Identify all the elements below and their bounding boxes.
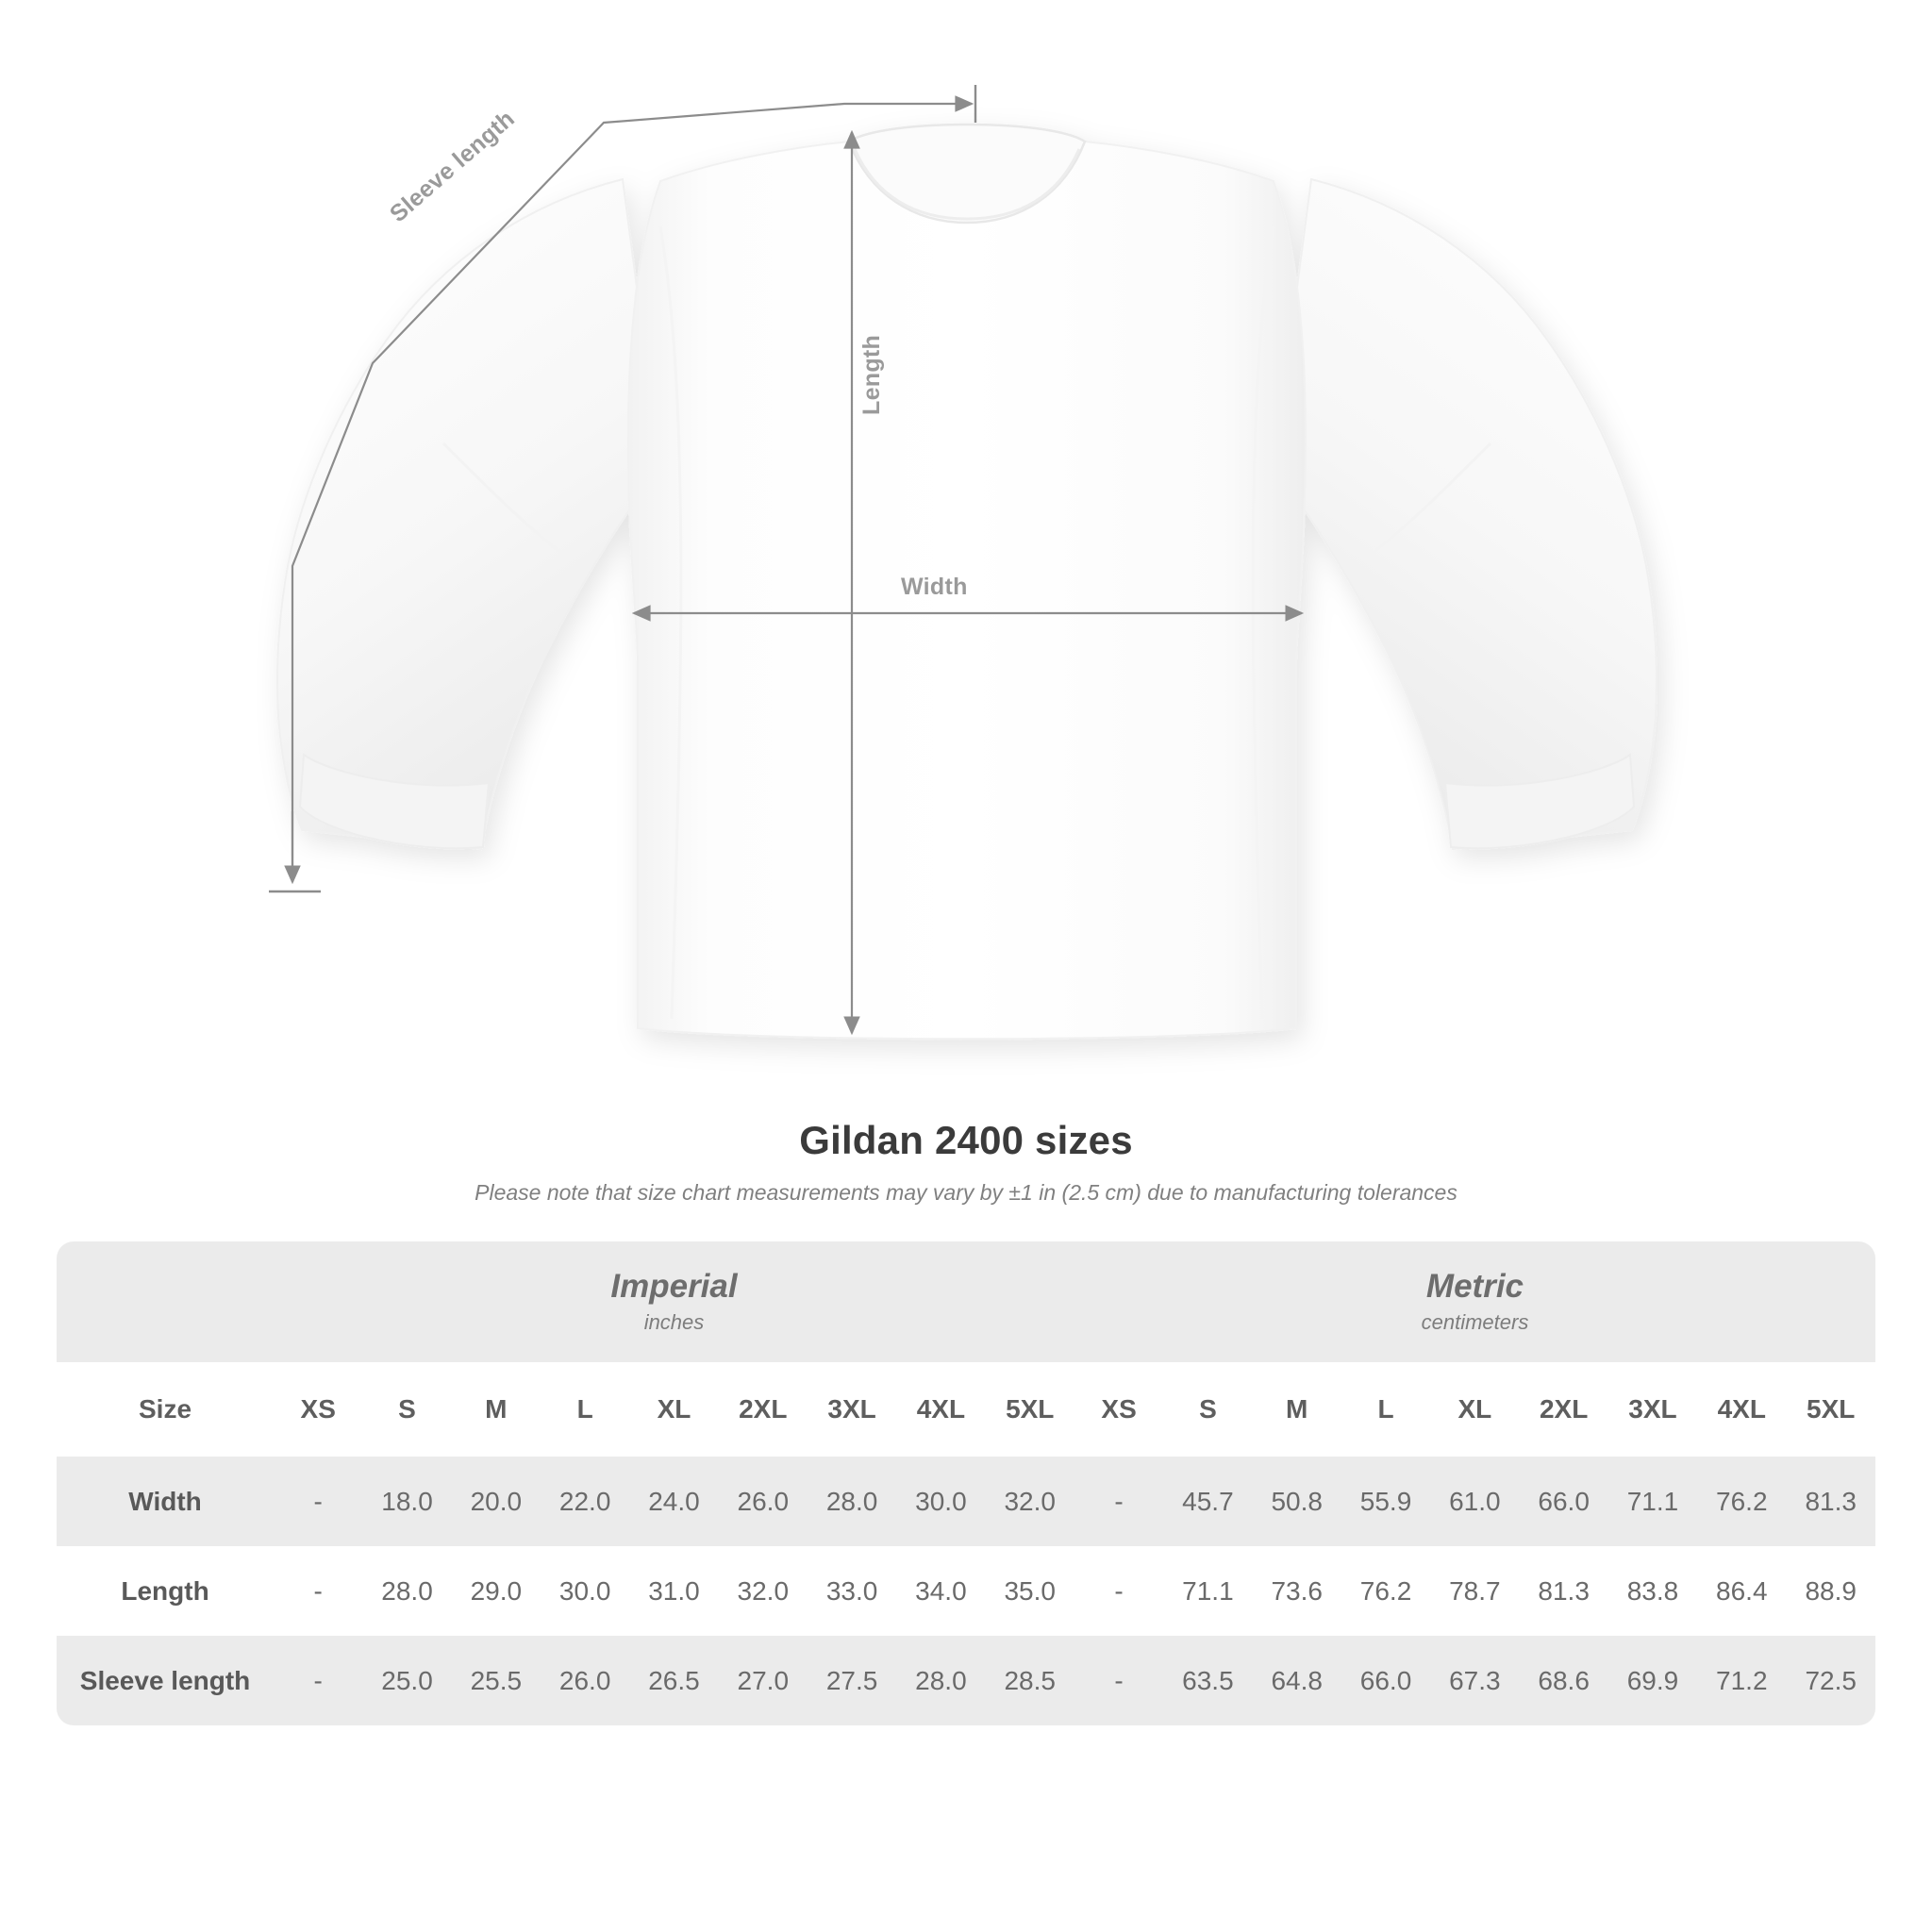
cell-sleeve-metric-3xl: 69.9 (1608, 1636, 1697, 1725)
cell-width-imperial-3xl: 28.0 (808, 1457, 896, 1546)
size-header-metric-4xl: 4XL (1697, 1362, 1786, 1457)
cell-width-imperial-4xl: 30.0 (896, 1457, 985, 1546)
title-block (0, 1118, 1932, 1206)
cell-sleeve-imperial-3xl: 27.5 (808, 1636, 896, 1725)
unit-name-imperial: Imperial (610, 1267, 738, 1305)
size-header-metric-s: S (1163, 1362, 1252, 1457)
cell-sleeve-metric-5xl: 72.5 (1786, 1636, 1875, 1725)
cell-length-metric-4xl: 86.4 (1697, 1546, 1786, 1636)
cell-length-metric-l: 76.2 (1341, 1546, 1430, 1636)
cell-length-imperial-xl: 31.0 (629, 1546, 718, 1636)
cell-length-metric-xl: 78.7 (1430, 1546, 1519, 1636)
cell-length-imperial-4xl: 34.0 (896, 1546, 985, 1636)
size-header-metric-3xl: 3XL (1608, 1362, 1697, 1457)
size-header-imperial-5xl: 5XL (986, 1362, 1074, 1457)
size-chart-table-wrap (57, 1241, 1875, 1725)
sleeve-length-dimension-label: Sleeve length (385, 105, 520, 228)
unit-sub-imperial: inches (643, 1310, 705, 1335)
cell-length-imperial-2xl: 32.0 (719, 1546, 808, 1636)
cell-width-metric-xl: 61.0 (1430, 1457, 1519, 1546)
cell-sleeve-metric-s: 63.5 (1163, 1636, 1252, 1725)
size-header-imperial-xl: XL (629, 1362, 718, 1457)
cell-length-imperial-3xl: 33.0 (808, 1546, 896, 1636)
size-header-metric-xl: XL (1430, 1362, 1519, 1457)
cell-sleeve-metric-2xl: 68.6 (1520, 1636, 1608, 1725)
size-header-imperial-2xl: 2XL (719, 1362, 808, 1457)
cell-length-metric-s: 71.1 (1163, 1546, 1252, 1636)
row-label-width: Width (57, 1457, 274, 1546)
cell-sleeve-imperial-5xl: 28.5 (986, 1636, 1074, 1725)
cell-length-metric-2xl: 81.3 (1520, 1546, 1608, 1636)
unit-sub-metric: centimeters (1421, 1310, 1529, 1335)
cell-length-imperial-s: 28.0 (362, 1546, 451, 1636)
row-label-length: Length (57, 1546, 274, 1636)
cell-length-metric-5xl: 88.9 (1786, 1546, 1875, 1636)
unit-header-row (57, 1241, 1875, 1362)
unit-header-imperial (274, 1241, 1074, 1362)
size-header-imperial-4xl: 4XL (896, 1362, 985, 1457)
unit-header-spacer (57, 1241, 274, 1362)
cell-sleeve-metric-l: 66.0 (1341, 1636, 1430, 1725)
page-title: Gildan 2400 sizes (799, 1118, 1133, 1162)
unit-header-metric (1074, 1241, 1875, 1362)
table-row (57, 1457, 1875, 1546)
tolerance-note: Please note that size chart measurements may vary by ±1 in (2.5 cm) due to manufacturing tolerances (475, 1180, 1457, 1205)
length-dimension-label: Length (858, 334, 885, 415)
cell-sleeve-metric-xs: - (1074, 1636, 1163, 1725)
size-header-imperial-l: L (541, 1362, 629, 1457)
table-row (57, 1636, 1875, 1725)
cell-width-imperial-l: 22.0 (541, 1457, 629, 1546)
cell-length-imperial-m: 29.0 (452, 1546, 541, 1636)
size-header-imperial-s: S (362, 1362, 451, 1457)
cell-width-metric-3xl: 71.1 (1608, 1457, 1697, 1546)
cell-sleeve-imperial-xs: - (274, 1636, 362, 1725)
size-header-metric-m: M (1253, 1362, 1341, 1457)
cell-sleeve-metric-m: 64.8 (1253, 1636, 1341, 1725)
cell-sleeve-imperial-m: 25.5 (452, 1636, 541, 1725)
cell-width-imperial-2xl: 26.0 (719, 1457, 808, 1546)
cell-width-metric-4xl: 76.2 (1697, 1457, 1786, 1546)
cell-width-metric-s: 45.7 (1163, 1457, 1252, 1546)
cell-width-imperial-xl: 24.0 (629, 1457, 718, 1546)
size-chart-table (57, 1241, 1875, 1725)
cell-sleeve-imperial-s: 25.0 (362, 1636, 451, 1725)
cell-length-imperial-5xl: 35.0 (986, 1546, 1074, 1636)
size-header-imperial-m: M (452, 1362, 541, 1457)
size-header-metric-xs: XS (1074, 1362, 1163, 1457)
size-header-imperial-3xl: 3XL (808, 1362, 896, 1457)
cell-width-imperial-xs: - (274, 1457, 362, 1546)
size-header-imperial-xs: XS (274, 1362, 362, 1457)
cell-sleeve-metric-xl: 67.3 (1430, 1636, 1519, 1725)
width-dimension-label: Width (901, 574, 968, 600)
cell-length-metric-m: 73.6 (1253, 1546, 1341, 1636)
cell-sleeve-imperial-xl: 26.5 (629, 1636, 718, 1725)
cell-width-metric-m: 50.8 (1253, 1457, 1341, 1546)
row-label-sleeve-length: Sleeve length (57, 1636, 274, 1725)
cell-length-metric-3xl: 83.8 (1608, 1546, 1697, 1636)
cell-sleeve-imperial-4xl: 28.0 (896, 1636, 985, 1725)
cell-width-metric-xs: - (1074, 1457, 1163, 1546)
size-header-metric-l: L (1341, 1362, 1430, 1457)
cell-length-metric-xs: - (1074, 1546, 1163, 1636)
size-header-row (57, 1362, 1875, 1457)
cell-width-imperial-5xl: 32.0 (986, 1457, 1074, 1546)
size-header-label: Size (57, 1362, 274, 1457)
cell-width-imperial-s: 18.0 (362, 1457, 451, 1546)
cell-sleeve-metric-4xl: 71.2 (1697, 1636, 1786, 1725)
table-row (57, 1546, 1875, 1636)
size-header-metric-5xl: 5XL (1786, 1362, 1875, 1457)
cell-length-imperial-xs: - (274, 1546, 362, 1636)
cell-sleeve-imperial-2xl: 27.0 (719, 1636, 808, 1725)
cell-length-imperial-l: 30.0 (541, 1546, 629, 1636)
size-header-metric-2xl: 2XL (1520, 1362, 1608, 1457)
cell-width-metric-5xl: 81.3 (1786, 1457, 1875, 1546)
cell-width-metric-l: 55.9 (1341, 1457, 1430, 1546)
cell-width-imperial-m: 20.0 (452, 1457, 541, 1546)
unit-name-metric: Metric (1425, 1267, 1524, 1305)
cell-sleeve-imperial-l: 26.0 (541, 1636, 629, 1725)
cell-width-metric-2xl: 66.0 (1520, 1457, 1608, 1546)
